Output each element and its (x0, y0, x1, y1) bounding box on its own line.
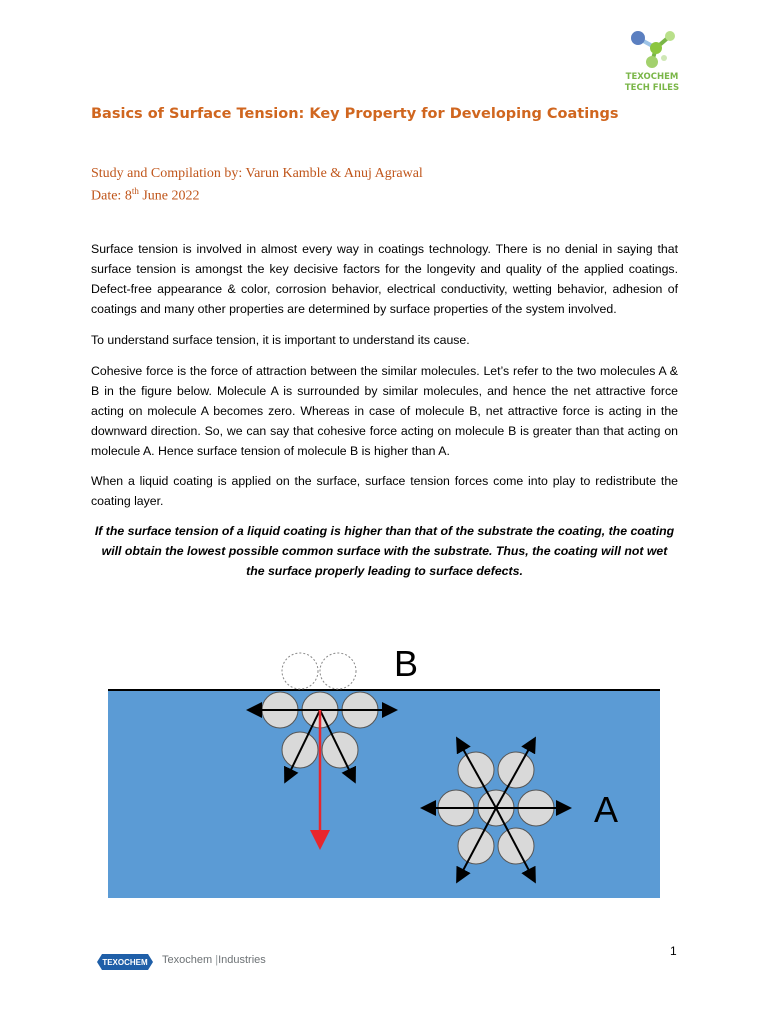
logo-line-2: TECH FILES (624, 83, 680, 93)
footer-company-suffix: Industries (218, 954, 266, 966)
label-a: A (594, 789, 619, 830)
footer-company: Texochem |Industries (162, 954, 266, 966)
paragraph-1-text: Surface tension is involved in almost every way in coatings technology. There is no denial in saying that surface tension is amongst the key decisive factors for the longevity and quality of the applied coatings. Defect-free appearance & color, corrosion behavior, electrical conductivity, wetting behavior, adhesion of coatings and many other properties are determined by surface properties of the system involved. (91, 242, 678, 316)
liquid-body (108, 690, 660, 898)
emphasis-statement: If the surface tension of a liquid coating is higher than that of the substrate the coating, the coating will obtain the lowest possible common surface with the substrate. Thus, the coating will not wet the surface properly leading to surface defects. (94, 524, 675, 578)
footer-logo-text: TEXOCHEM (102, 958, 148, 967)
paragraph-4 (91, 471, 678, 511)
surface-tension-figure (108, 640, 660, 898)
date-sup: th (131, 186, 139, 196)
paragraph-2 (91, 330, 678, 350)
date-line (91, 186, 200, 205)
logo-text (612, 72, 692, 94)
footer-company-name: Texochem (162, 954, 213, 966)
paragraph-2-text: To understand surface tension, it is important to understand its cause. (91, 333, 470, 347)
paragraph-3-text: Cohesive force is the force of attraction between the similar molecules. Let’s refer to the two molecules A & B in the figure below. Molecule A is surrounded by similar molecules, and hence the net attractive force acting on molecule A becomes zero. Whereas in case of molecule B, net attractive force is acting in the downward direction. So, we can say that cohesive force acting on molecule B is greater than that acting on molecule A. Hence surface tension of molecule B is higher than A. (91, 364, 678, 458)
paragraph-1 (91, 239, 678, 319)
author-line: Study and Compilation by: Varun Kamble & Anuj Agrawal (91, 166, 423, 181)
label-b: B (394, 643, 419, 684)
logo-line-1: TEXOCHEM (625, 72, 679, 82)
date-suffix: June 2022 (138, 188, 200, 204)
paragraph-4-text: When a liquid coating is applied on the surface, surface tension forces come into play to redistribute the coating layer. (91, 474, 678, 508)
date-prefix: Date: 8 (91, 188, 132, 204)
page-number: 1 (670, 944, 677, 958)
paragraph-3 (91, 361, 678, 461)
document-title: Basics of Surface Tension: Key Property for Developing Coatings (91, 106, 619, 122)
texochem-footer-logo (96, 952, 154, 972)
